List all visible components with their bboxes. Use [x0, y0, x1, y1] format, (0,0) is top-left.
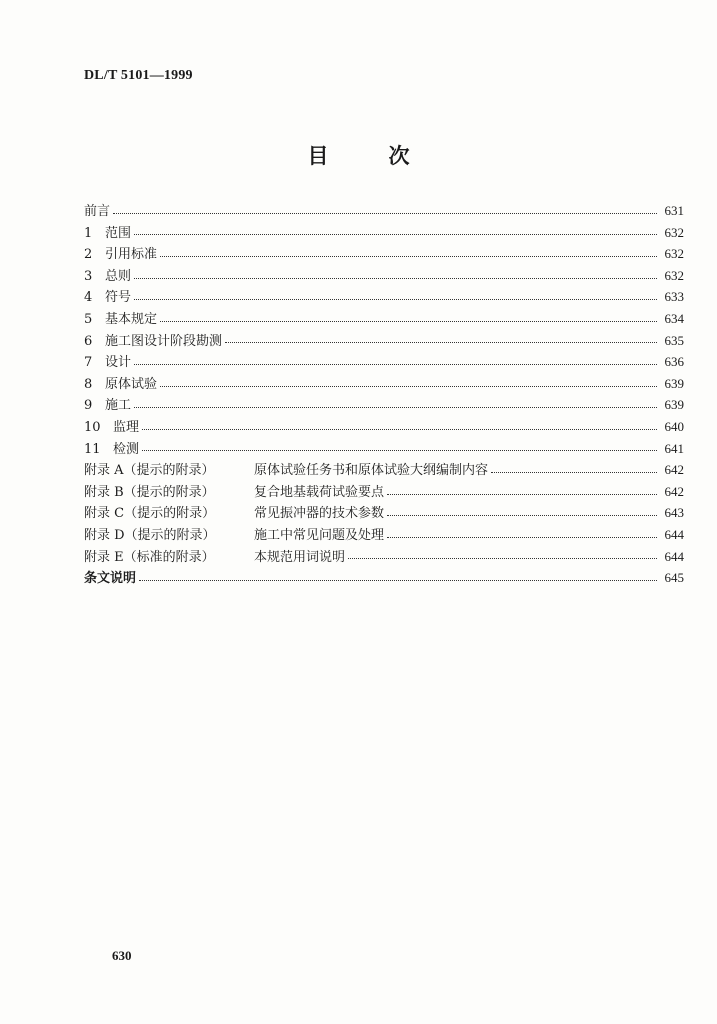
toc-entry-5[interactable] — [84, 308, 684, 330]
appendix-label: 本规范用词说明 — [254, 549, 346, 565]
toc-entry-number: 3 — [84, 268, 93, 284]
toc-entry-number: 9 — [84, 398, 93, 414]
toc-entry-number: 6 — [84, 333, 93, 349]
standard-code: DL/T 5101—1999 — [84, 68, 193, 83]
toc-leader-dots — [142, 420, 657, 430]
toc-entry-number: 10 — [84, 419, 101, 435]
toc-entry-9[interactable] — [84, 394, 684, 416]
toc-leader-dots — [160, 377, 657, 387]
toc-entry-label: 符号 — [105, 290, 132, 306]
toc-entry-page: 636 — [664, 354, 684, 370]
toc-entry-number: 8 — [84, 376, 93, 392]
toc-leader-dots — [348, 549, 657, 559]
toc-entry-number: 11 — [84, 441, 101, 457]
toc-entry-page: 639 — [664, 375, 684, 391]
toc-entry-page: 633 — [664, 289, 684, 305]
toc-entry-page: 631 — [664, 203, 684, 218]
toc-leader-dots — [113, 204, 657, 214]
toc-leader-dots — [387, 506, 657, 516]
footer-page-number: 630 — [112, 948, 132, 963]
toc-leader-dots — [160, 247, 657, 257]
toc-entry-label: 总则 — [105, 268, 132, 284]
toc-entry-page: 642 — [664, 483, 684, 499]
toc-leader-dots — [225, 333, 657, 343]
toc-entry-number: 1 — [84, 225, 93, 241]
toc-entry-page: 643 — [664, 505, 684, 521]
appendix-tag: 附录 D（提示的附录） — [84, 527, 216, 543]
toc-entry-page: 632 — [664, 246, 684, 262]
toc-title-char-1: 目 — [307, 144, 329, 168]
toc-entry-6[interactable] — [84, 330, 684, 352]
toc-entry-page: 632 — [664, 224, 684, 240]
toc-entry-number: 4 — [84, 290, 93, 306]
toc-entry-explanation[interactable] — [84, 567, 684, 589]
toc-leader-dots — [142, 441, 657, 451]
toc-leader-dots — [491, 463, 657, 473]
toc-title-char-2: 次 — [388, 144, 410, 168]
toc-entry-number: 7 — [84, 355, 93, 371]
toc-entry-label: 前言 — [84, 204, 111, 219]
toc-leader-dots — [134, 398, 657, 408]
toc-leader-dots — [134, 290, 657, 300]
toc-entry-label: 设计 — [105, 355, 132, 371]
toc-entry-preface[interactable] — [84, 200, 684, 222]
toc-entry-page: 639 — [664, 397, 684, 413]
toc-entry-page: 632 — [664, 267, 684, 283]
toc-entry-10[interactable] — [84, 416, 684, 438]
appendix-label: 原体试验任务书和原体试验大纲编制内容 — [254, 463, 489, 479]
toc-entry-page: 634 — [664, 310, 684, 326]
toc-entry-label: 引用标准 — [105, 247, 158, 263]
appendix-tag: 附录 A（提示的附录） — [84, 463, 215, 479]
toc-entry-label: 基本规定 — [105, 311, 158, 327]
toc-appendix-a[interactable] — [84, 459, 684, 481]
toc-entry-page: 645 — [664, 570, 684, 586]
toc-entry-4[interactable] — [84, 286, 684, 308]
toc-leader-dots — [134, 225, 657, 235]
toc-leader-dots — [139, 571, 657, 581]
appendix-label: 常见振冲器的技术参数 — [254, 506, 385, 522]
toc-entry-page: 644 — [664, 548, 684, 564]
toc-entry-8[interactable] — [84, 373, 684, 395]
toc-entry-7[interactable] — [84, 351, 684, 373]
toc-appendix-c[interactable] — [84, 502, 684, 524]
toc-leader-dots — [134, 355, 657, 365]
toc-entry-page: 642 — [664, 462, 684, 478]
toc-leader-dots — [160, 312, 657, 322]
toc-appendix-b[interactable] — [84, 481, 684, 503]
toc-entry-11[interactable] — [84, 438, 684, 460]
toc-entry-label: 施工 — [105, 398, 132, 414]
toc-leader-dots — [387, 485, 657, 495]
toc-entry-label: 检测 — [113, 441, 140, 457]
toc-title — [0, 140, 717, 170]
toc-appendix-d[interactable] — [84, 524, 684, 546]
appendix-tag: 附录 C（提示的附录） — [84, 506, 216, 522]
toc-entry-page: 640 — [664, 418, 684, 434]
toc-entry-number: 5 — [84, 311, 93, 327]
toc-entry-page: 635 — [664, 332, 684, 348]
appendix-tag: 附录 E（标准的附录） — [84, 549, 215, 565]
toc-entry-1[interactable] — [84, 222, 684, 244]
toc-list — [84, 200, 684, 589]
toc-entry-page: 641 — [664, 440, 684, 456]
toc-entry-page: 644 — [664, 526, 684, 542]
toc-entry-label: 条文说明 — [84, 571, 137, 587]
toc-entry-label: 范围 — [105, 225, 132, 241]
toc-entry-label: 原体试验 — [105, 376, 158, 392]
toc-entry-label: 施工图设计阶段勘测 — [105, 333, 223, 349]
appendix-label: 复合地基载荷试验要点 — [254, 484, 385, 500]
toc-entry-3[interactable] — [84, 265, 684, 287]
toc-leader-dots — [134, 269, 657, 279]
toc-entry-2[interactable] — [84, 243, 684, 265]
toc-appendix-e[interactable] — [84, 546, 684, 568]
toc-entry-number: 2 — [84, 247, 93, 263]
toc-leader-dots — [387, 528, 657, 538]
toc-entry-label: 监理 — [113, 419, 140, 435]
appendix-label: 施工中常见问题及处理 — [254, 527, 385, 543]
appendix-tag: 附录 B（提示的附录） — [84, 484, 215, 500]
